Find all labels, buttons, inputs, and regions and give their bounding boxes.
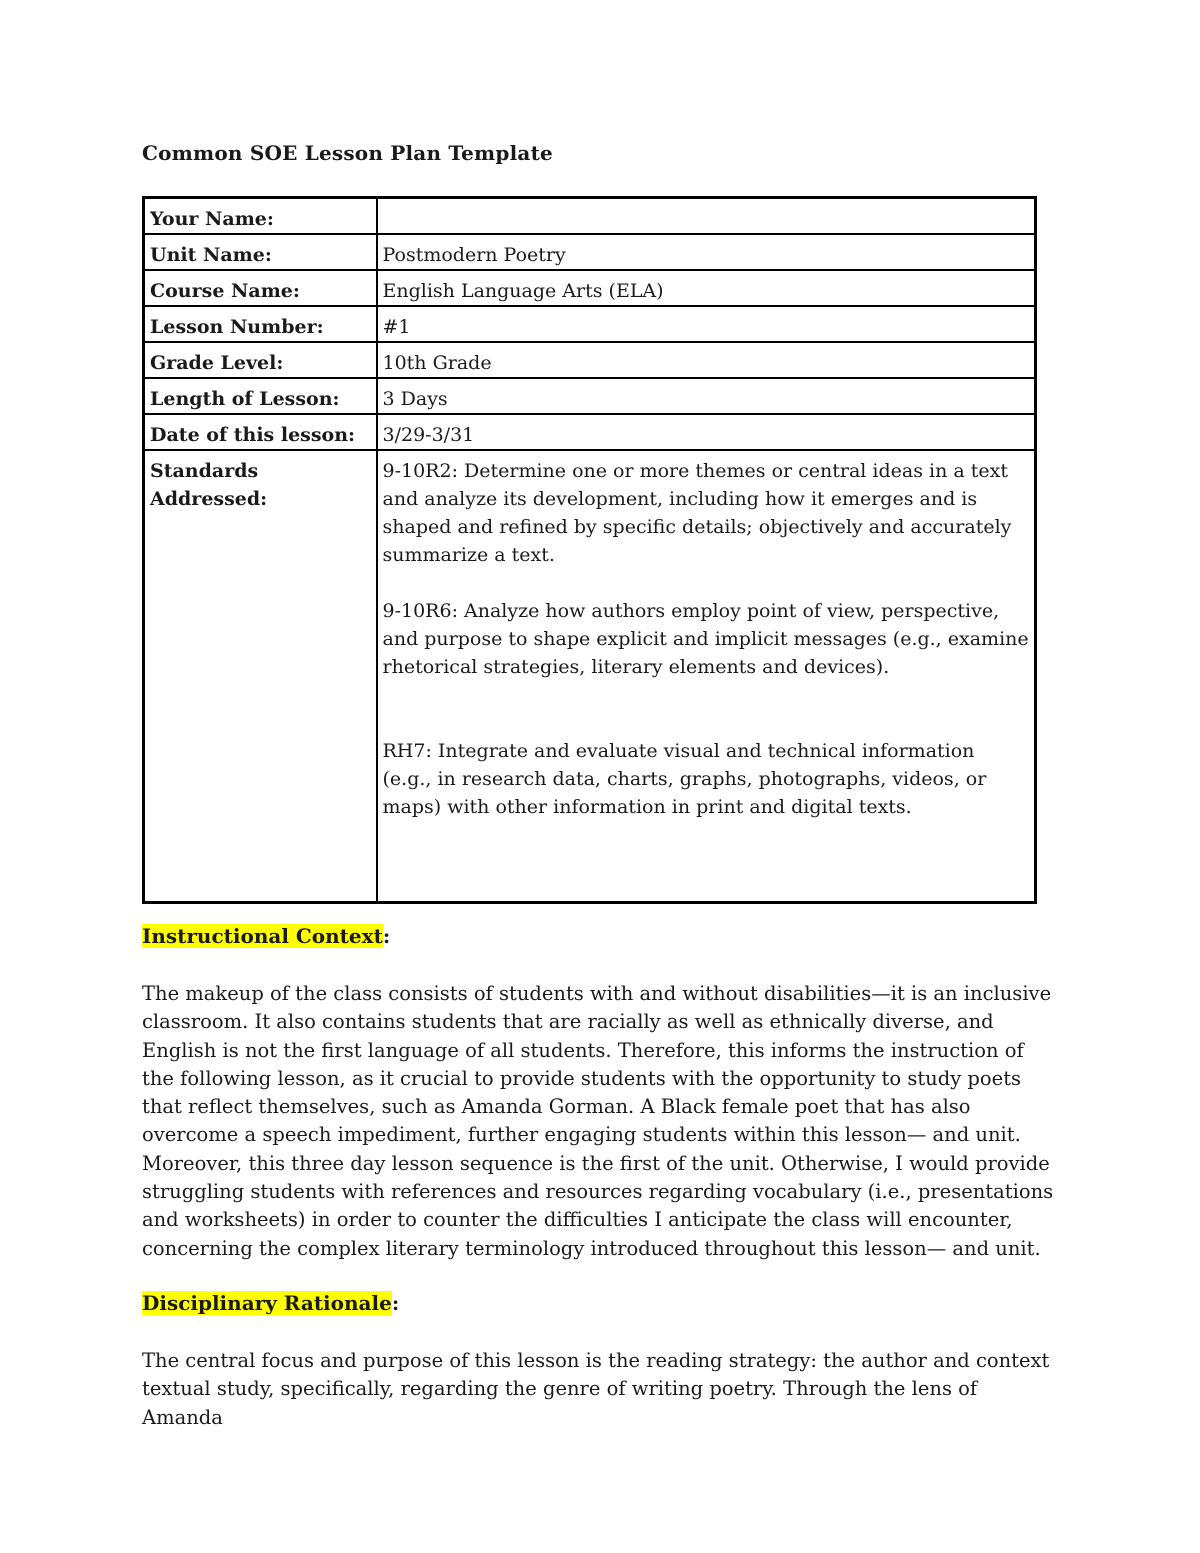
standard-item: RH7: Integrate and evaluate visual and technical information (e.g., in research data, charts, graphs, photographs, videos, or maps) with other information in print and digital texts. [382,740,987,818]
row-label: Date of this lesson: [144,414,377,450]
row-value: Postmodern Poetry [377,234,1036,270]
heading-colon: : [391,1291,400,1315]
row-value: 3 Days [377,378,1036,414]
standard-item: 9-10R2: Determine one or more themes or central ideas in a text and analyze its development, including how it emerges and is shaped and refined by specific details; objectively and accurately summarize a text. [382,460,1012,566]
table-row [144,414,1036,450]
standards-label: Standards Addressed: [144,450,377,902]
lesson-info-table [142,196,1037,904]
row-value: 3/29-3/31 [377,414,1036,450]
table-row [144,234,1036,270]
instructional-context-body: The makeup of the class consists of students with and without disabilities—it is an inclusive classroom. It also contains students that are racially as well as ethnically diverse, and English is not the first language of all students. Therefore, this informs the instruction of the following lesson, as it crucial to provide students with the opportunity to study poets that reflect themselves, such as Amanda Gorman. A Black female poet that has also overcome a speech impediment, further engaging students within this lesson— and unit. Moreover, this three day lesson sequence is the first of the unit. Otherwise, I would provide struggling students with references and resources regarding vocabulary (i.e., presentations and worksheets) in order to counter the difficulties I anticipate the class will encounter, concerning the complex literary terminology introduced throughout this lesson— and unit. [142,982,1054,1260]
table-row [144,270,1036,306]
row-label: Unit Name: [144,234,377,270]
row-value: English Language Arts (ELA) [377,270,1036,306]
instructional-context-heading [142,924,390,948]
table-row [144,378,1036,414]
row-label: Your Name: [144,198,377,235]
heading-highlight: Instructional Context [142,924,383,948]
row-label: Lesson Number: [144,306,377,342]
row-label: Length of Lesson: [144,378,377,414]
row-value: 10th Grade [377,342,1036,378]
row-value: #1 [377,306,1036,342]
row-label: Grade Level: [144,342,377,378]
disciplinary-rationale-heading [142,1291,399,1315]
standards-list [377,450,1036,902]
row-value [377,198,1036,235]
document-title: Common SOE Lesson Plan Template [142,141,553,165]
disciplinary-rationale-body: The central focus and purpose of this lesson is the reading strategy: the author and context textual study, specifically, regarding the genre of writing poetry. Through the lens of Amanda [142,1349,1050,1429]
row-label: Course Name: [144,270,377,306]
heading-colon: : [382,924,391,948]
heading-highlight: Disciplinary Rationale [142,1291,392,1315]
standards-row [144,450,1036,902]
table-row [144,342,1036,378]
table-row [144,198,1036,235]
standard-item: 9-10R6: Analyze how authors employ point of view, perspective, and purpose to shape explicit and implicit messages (e.g., examine rhetorical strategies, literary elements and devices). [382,600,1029,678]
table-row [144,306,1036,342]
